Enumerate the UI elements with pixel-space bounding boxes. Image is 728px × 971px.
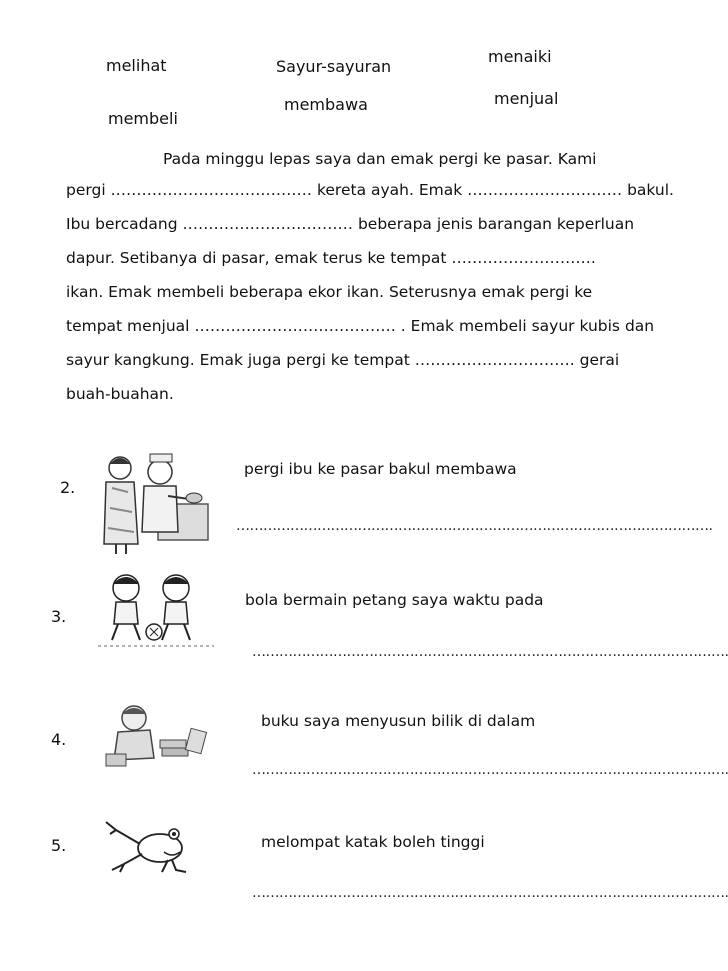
child-arranging-books-picture — [100, 700, 212, 770]
question-3-answer-line[interactable]: ……………………………………………………………………………………………. — [252, 644, 728, 660]
question-number-5: 5. — [51, 836, 67, 855]
question-4-answer-line[interactable]: ……………………………………………………………………………………………. — [252, 762, 728, 778]
passage-line-8: buah-buahan. — [66, 385, 174, 403]
question-3-scrambled-words: bola bermain petang saya waktu pada — [245, 591, 544, 609]
passage-line-5: ikan. Emak membeli beberapa ekor ikan. Seterusnya emak pergi ke — [66, 283, 593, 301]
question-2-answer-line[interactable]: ……………………………………………………………………………………………. — [236, 518, 713, 534]
children-playing-ball-picture — [96, 570, 216, 650]
word-bank-sayur-sayuran: Sayur-sayuran — [276, 57, 392, 76]
word-bank-menjual: menjual — [494, 89, 559, 108]
word-bank-menaiki: menaiki — [488, 47, 552, 66]
question-4-scrambled-words: buku saya menyusun bilik di dalam — [261, 712, 536, 730]
passage-line-6: tempat menjual ………………………………… . Emak membeli sayur kubis dan — [66, 317, 655, 335]
passage-line-2: pergi ………………………………… kereta ayah. Emak ………………………… bakul. — [66, 181, 674, 199]
question-5-answer-line[interactable]: ……………………………………………………………………………………………. — [252, 885, 728, 901]
passage-line-7: sayur kangkung. Emak juga pergi ke tempat …………………………. gerai — [66, 351, 620, 369]
passage-line-1: Pada minggu lepas saya dan emak pergi ke pasar. Kami — [163, 150, 597, 168]
word-bank-membawa: membawa — [284, 95, 368, 114]
passage-line-4: dapur. Setibanya di pasar, emak terus ke tempat ………………………. — [66, 249, 596, 267]
question-number-4: 4. — [51, 730, 67, 749]
question-5-scrambled-words: melompat katak boleh tinggi — [261, 833, 485, 851]
mother-child-market-picture — [98, 448, 212, 558]
question-number-2: 2. — [60, 478, 76, 497]
question-number-3: 3. — [51, 607, 67, 626]
word-bank-melihat: melihat — [106, 56, 167, 75]
question-2-scrambled-words: pergi ibu ke pasar bakul membawa — [244, 460, 517, 478]
jumping-frog-picture — [102, 818, 194, 878]
passage-line-3: Ibu bercadang …………………………… beberapa jenis barangan keperluan — [66, 215, 635, 233]
word-bank-membeli: membeli — [108, 109, 178, 128]
